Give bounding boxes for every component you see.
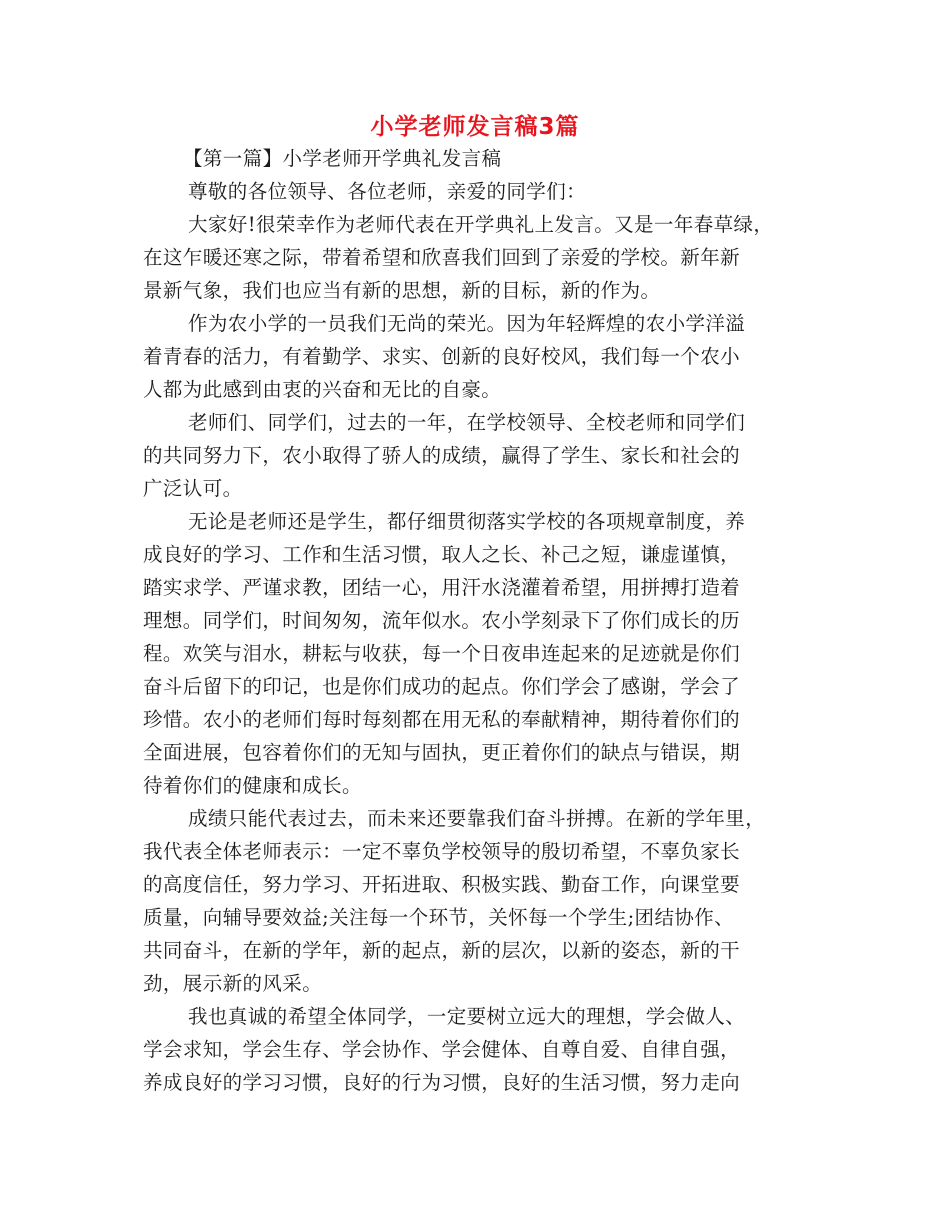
text-line: 待着你们的健康和成长。: [143, 774, 362, 797]
text-line: 我代表全体老师表示：一定不辜负学校领导的殷切希望，不辜负家长: [143, 840, 741, 863]
text-line: 质量，向辅导要效益;关注每一个环节，关怀每一个学生;团结协作、: [143, 906, 735, 929]
text-line: 尊敬的各位领导、各位老师，亲爱的同学们：: [188, 180, 587, 203]
document-title: 小学老师发言稿3篇: [370, 114, 580, 140]
text-line: 养成良好的学习习惯，良好的行为习惯，良好的生活习惯，努力走向: [143, 1071, 741, 1094]
text-line: 奋斗后留下的印记，也是你们成功的起点。你们学会了感谢，学会了: [143, 675, 741, 698]
document-body: [143, 142, 823, 1099]
text-line: 景新气象，我们也应当有新的思想，新的目标，新的作为。: [143, 279, 661, 302]
text-line: 劲，展示新的风采。: [143, 972, 323, 995]
text-line: 人都为此感到由衷的兴奋和无比的自豪。: [143, 378, 502, 401]
text-line: 成绩只能代表过去，而未来还要靠我们奋斗拼搏。在新的学年里，: [188, 807, 766, 830]
text-line: 理想。同学们，时间匆匆，流年似水。农小学刻录下了你们成长的历: [143, 609, 741, 632]
text-line: 大家好!很荣幸作为老师代表在开学典礼上发言。又是一年春草绿，: [188, 213, 774, 236]
text-line: 无论是老师还是学生，都仔细贯彻落实学校的各项规章制度，养: [188, 510, 746, 533]
text-line: 的高度信任，努力学习、开拓进取、积极实践、勤奋工作，向课堂要: [143, 873, 741, 896]
text-line: 我也真诚的希望全体同学，一定要树立远大的理想，学会做人、: [188, 1005, 746, 1028]
section-heading: 【第一篇】小学老师开学典礼发言稿: [183, 147, 502, 170]
text-line: 成良好的学习、工作和生活习惯，取人之长、补己之短，谦虚谨慎，: [143, 543, 741, 566]
text-line: 全面进展，包容着你们的无知与固执，更正着你们的缺点与错误，期: [143, 741, 741, 764]
text-line: 程。欢笑与泪水，耕耘与收获，每一个日夜串连起来的足迹就是你们: [143, 642, 741, 665]
text-line: 在这乍暖还寒之际，带着希望和欣喜我们回到了亲爱的学校。新年新: [143, 246, 741, 269]
text-line: 着青春的活力，有着勤学、求实、创新的良好校风，我们每一个农小: [143, 345, 741, 368]
text-line: 共同奋斗，在新的学年，新的起点，新的层次，以新的姿态，新的干: [143, 939, 741, 962]
text-line: 的共同努力下，农小取得了骄人的成绩，赢得了学生、家长和社会的: [143, 444, 741, 467]
text-line: 踏实求学、严谨求教，团结一心，用汗水浇灌着希望，用拼搏打造着: [143, 576, 741, 599]
text-line: 珍惜。农小的老师们每时每刻都在用无私的奉献精神，期待着你们的: [143, 708, 741, 731]
text-line: 广泛认可。: [143, 477, 243, 500]
text-line: 学会求知，学会生存、学会协作、学会健体、自尊自爱、自律自强，: [143, 1038, 741, 1061]
text-line: 作为农小学的一员我们无尚的荣光。因为年轻辉煌的农小学洋溢: [188, 312, 746, 335]
text-line: 老师们、同学们，过去的一年，在学校领导、全校老师和同学们: [188, 411, 746, 434]
